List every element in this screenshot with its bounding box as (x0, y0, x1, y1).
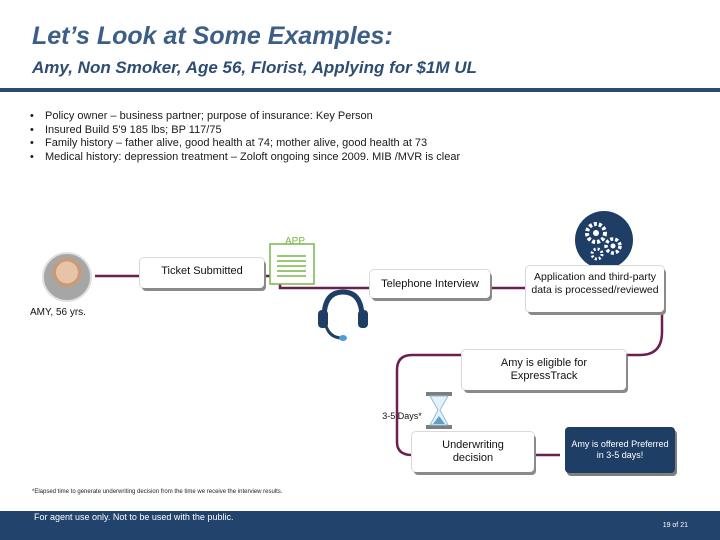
eligible-box (462, 350, 626, 390)
ticket-submitted-label: Ticket Submitted (161, 265, 243, 277)
offered-label: Amy is offered Preferred in 3-5 days! (571, 439, 669, 460)
user-photo (42, 252, 92, 302)
amy-caption: AMY, 56 yrs. (30, 307, 86, 318)
application-processed-box (526, 266, 664, 312)
app-label: APP (284, 236, 305, 247)
eligible-label: Amy is eligible for ExpressTrack (500, 357, 588, 382)
bullet-item: • Family history – father alive, good health at 74; mother alive, good health at 73 (30, 137, 460, 151)
telephone-interview-label: Telephone Interview (381, 278, 479, 290)
page-subtitle: Amy, Non Smoker, Age 56, Florist, Applying for $1M UL (32, 58, 477, 77)
application-processed-label: Application and third-party data is processed/reviewed (531, 271, 659, 296)
ticket-submitted-box (140, 258, 264, 288)
bullet-item: • Insured Build 5'9 185 lbs; BP 117/75 (30, 124, 460, 138)
bullet-item: • Medical history: depression treatment – Zoloft ongoing since 2009. MIB /MVR is clear (30, 151, 460, 165)
bullet-item: • Policy owner – business partner; purpose of insurance: Key Person (30, 110, 460, 124)
page-title: Let’s Look at Some Examples: (32, 22, 393, 50)
offered-box (565, 427, 675, 473)
gears-icon (575, 211, 633, 269)
footer-disclaimer: For agent use only. Not to be used with the public. (34, 512, 234, 522)
page-number: 19 of 21 (662, 522, 688, 529)
underwriting-decision-label: Underwriting decision (442, 439, 504, 464)
footnote: *Elapsed time to generate underwriting decision from the time we receive the interview results. (32, 489, 283, 495)
document-icon (270, 244, 314, 284)
headset-icon (318, 292, 368, 341)
telephone-interview-box (370, 270, 490, 298)
days-label: 3-5 Days* (382, 411, 422, 421)
underwriting-decision-box (412, 432, 534, 472)
